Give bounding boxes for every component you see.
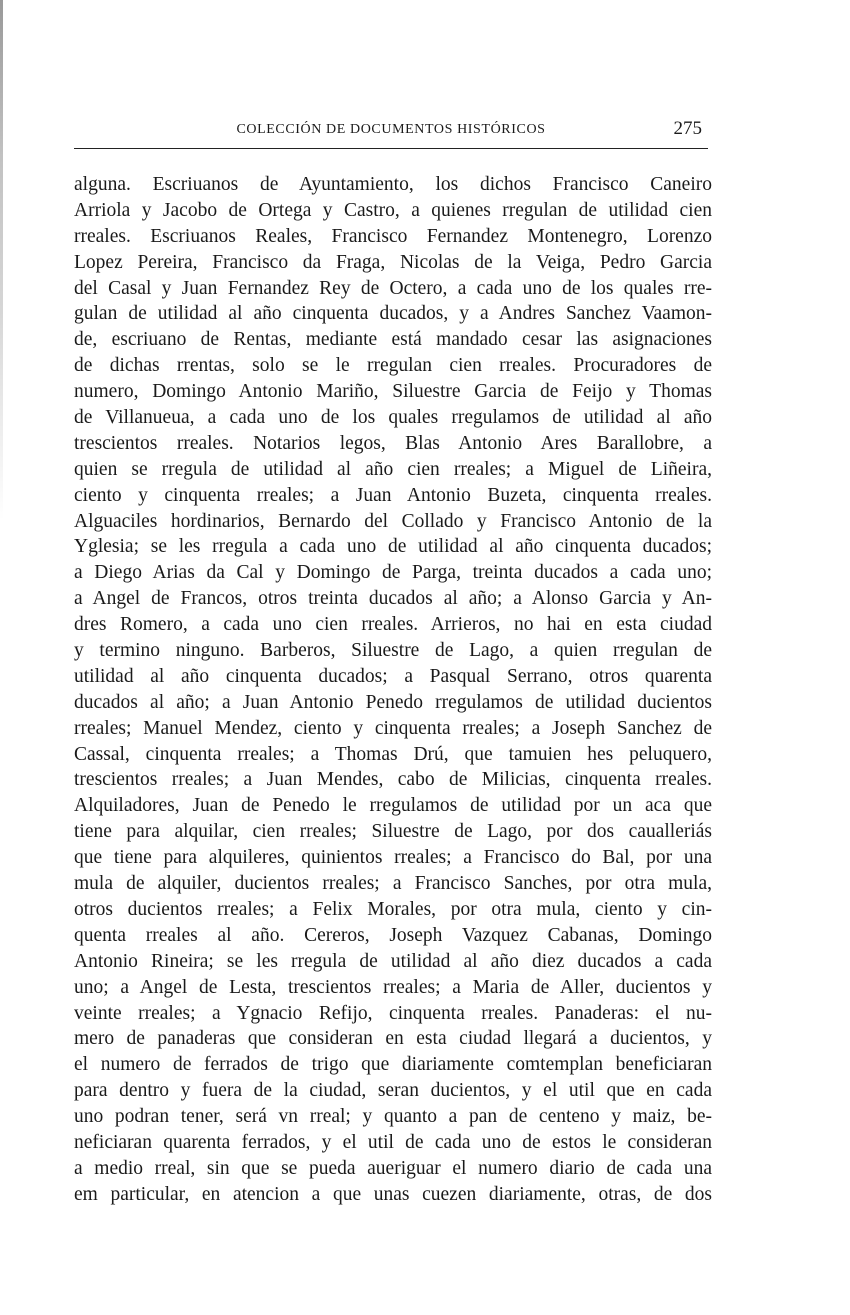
text-line: ducados al año; a Juan Antonio Penedo rregulamos de utilidad ducientos xyxy=(74,691,712,713)
body-text xyxy=(74,172,712,1208)
text-line: neficiaran quarenta ferrados, y el util de cada uno de estos le consideran xyxy=(74,1131,712,1153)
text-line: trescientos rreales. Notarios legos, Blas Antonio Ares Barallobre, a xyxy=(74,432,712,454)
text-line: quenta rreales al año. Cereros, Joseph Vazquez Cabanas, Domingo xyxy=(74,924,712,946)
page-number: 275 xyxy=(673,118,702,139)
text-line: Cassal, cinquenta rreales; a Thomas Drú, que tamuien hes peluquero, xyxy=(74,743,712,765)
running-header xyxy=(74,118,708,149)
text-line: otros ducientos rreales; a Felix Morales, por otra mula, ciento y cin- xyxy=(74,898,712,920)
text-line: mula de alquiler, ducientos rreales; a Francisco Sanches, por otra mula, xyxy=(74,873,712,895)
text-line: uno podran tener, será vn rreal; y quanto a pan de centeno y maiz, be- xyxy=(74,1106,712,1128)
text-line: Antonio Rineira; se les rregula de utilidad al año diez ducados a cada xyxy=(74,950,712,972)
text-line: y termino ninguno. Barberos, Siluestre de Lago, a quien rregulan de xyxy=(74,640,712,662)
text-line: trescientos rreales; a Juan Mendes, cabo de Milicias, cinquenta rreales. xyxy=(74,769,712,791)
text-line: mero de panaderas que consideran en esta ciudad llegará a ducientos, y xyxy=(74,1028,712,1050)
text-line: alguna. Escriuanos de Ayuntamiento, los dichos Francisco Caneiro xyxy=(74,174,712,195)
text-line: para dentro y fuera de la ciudad, seran ducientos, y el util que en cada xyxy=(74,1080,712,1102)
text-line: del Casal y Juan Fernandez Rey de Octero, a cada uno de los quales rre- xyxy=(74,277,712,299)
text-line: em particular, en atencion a que unas cuezen diariamente, otras, de dos xyxy=(74,1183,712,1205)
text-line: Yglesia; se les rregula a cada uno de utilidad al año cinquenta ducados; xyxy=(74,536,712,558)
text-line: de Villanueua, a cada uno de los quales rregulamos de utilidad al año xyxy=(74,407,712,429)
text-line: rreales; Manuel Mendez, ciento y cinquenta rreales; a Joseph Sanchez de xyxy=(74,717,712,739)
text-line: dres Romero, a cada uno cien rreales. Arrieros, no hai en esta ciudad xyxy=(74,614,712,636)
text-line: a Diego Arias da Cal y Domingo de Parga, treinta ducados a cada uno; xyxy=(74,562,712,584)
text-line: ciento y cinquenta rreales; a Juan Antonio Buzeta, cinquenta rreales. xyxy=(74,484,712,506)
text-line: que tiene para alquileres, quinientos rreales; a Francisco do Bal, por una xyxy=(74,847,712,869)
text-line: el numero de ferrados de trigo que diariamente comtemplan beneficiaran xyxy=(74,1054,712,1076)
running-header-title: COLECCIÓN DE DOCUMENTOS HISTÓRICOS xyxy=(236,122,546,137)
text-line: de dichas rrentas, solo se le rregulan cien rreales. Procuradores de xyxy=(74,355,712,377)
text-line: Alquiladores, Juan de Penedo le rregulamos de utilidad por un aca que xyxy=(74,795,712,817)
text-line: tiene para alquilar, cien rreales; Siluestre de Lago, por dos caualleriás xyxy=(74,821,712,843)
text-line: gulan de utilidad al año cinquenta ducados, y a Andres Sanchez Vaamon- xyxy=(74,303,712,325)
text-line: Lopez Pereira, Francisco da Fraga, Nicolas de la Veiga, Pedro Garcia xyxy=(74,251,712,273)
text-line: de, escriuano de Rentas, mediante está mandado cesar las asignaciones xyxy=(74,329,712,351)
text-line: veinte rreales; a Ygnacio Refijo, cinquenta rreales. Panaderas: el nu- xyxy=(74,1002,712,1024)
text-line: a Angel de Francos, otros treinta ducados al año; a Alonso Garcia y An- xyxy=(74,588,712,610)
text-line: uno; a Angel de Lesta, trescientos rreales; a Maria de Aller, ducientos y xyxy=(74,976,712,998)
text-line: quien se rregula de utilidad al año cien rreales; a Miguel de Liñeira, xyxy=(74,458,712,480)
text-line: Alguaciles hordinarios, Bernardo del Collado y Francisco Antonio de la xyxy=(74,510,712,532)
text-line: a medio rreal, sin que se pueda aueriguar el numero diario de cada una xyxy=(74,1157,712,1179)
text-line: Arriola y Jacobo de Ortega y Castro, a quienes rregulan de utilidad cien xyxy=(74,199,712,221)
text-line: numero, Domingo Antonio Mariño, Siluestre Garcia de Feijo y Thomas xyxy=(74,381,712,403)
text-line: utilidad al año cinquenta ducados; a Pasqual Serrano, otros quarenta xyxy=(74,665,712,687)
text-line: rreales. Escriuanos Reales, Francisco Fernandez Montenegro, Lorenzo xyxy=(74,225,712,247)
page-edge-shadow xyxy=(0,0,3,520)
